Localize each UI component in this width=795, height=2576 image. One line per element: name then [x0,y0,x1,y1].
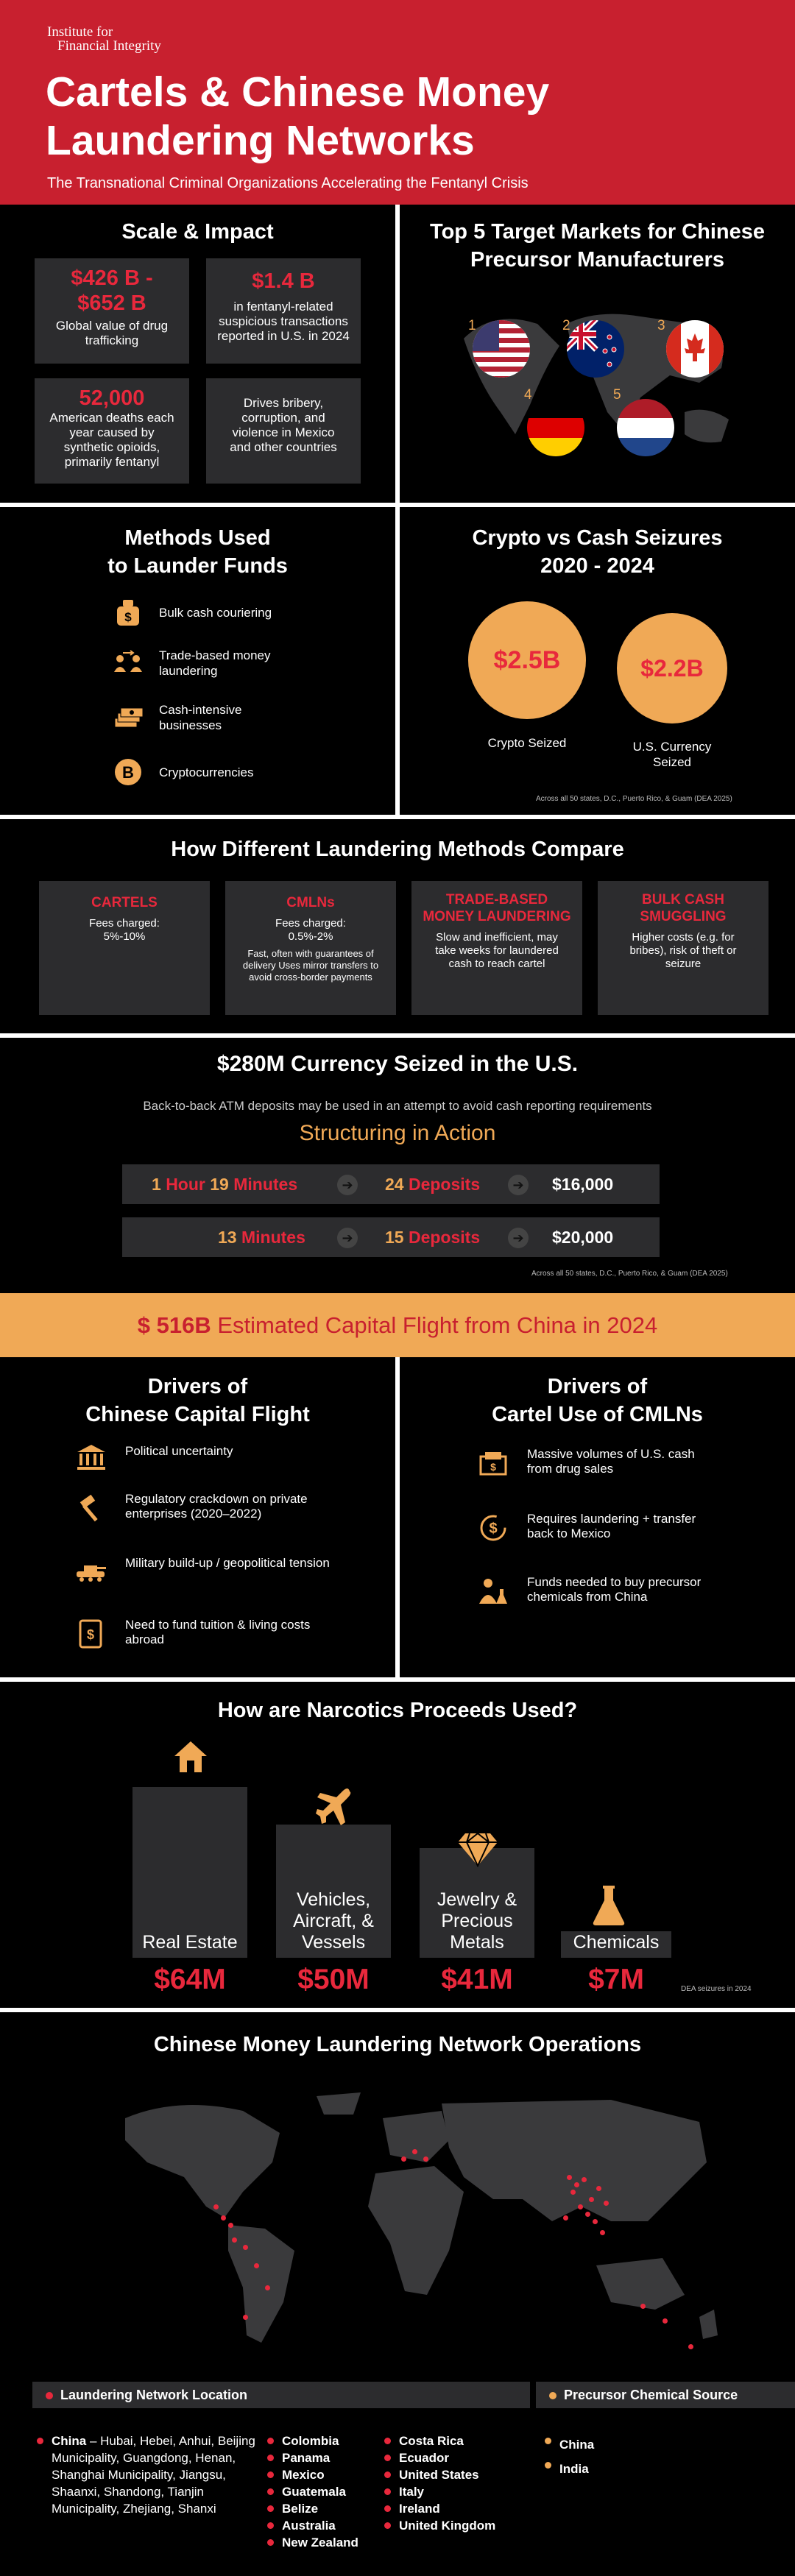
driver-label: Funds needed to buy precursor chemicals from China [527,1575,702,1604]
laundering-list-col3 [384,2432,495,2534]
driver-item [74,1618,339,1650]
location-dot [604,2201,609,2206]
method-label: Bulk cash couriering [159,605,272,620]
germany-flag-icon [526,397,586,458]
proceeds-value: $41M [441,1964,513,1995]
compare-name: CMLNs [286,895,335,910]
structuring-title: Structuring in Action [299,1121,496,1145]
svg-text:$: $ [124,610,132,624]
location-dot [600,2230,605,2235]
canada-flag-icon [665,319,725,379]
location-dot [213,2204,219,2209]
proceeds-value: $50M [297,1964,370,1995]
compare-title: How Different Laundering Methods Compare [171,838,624,861]
legend-precursor [536,2382,795,2408]
row-unit: Minutes [233,1175,298,1194]
scale-value: 52,000 [79,386,145,410]
driver-item [476,1447,718,1479]
driver-label: Regulatory crackdown on private enterprises (2020–2022) [125,1492,308,1521]
rank-4: 4 [524,387,532,403]
legend-laundering [32,2382,530,2408]
compare-name: CARTELS [91,895,158,910]
compare-name: TRADE-BASED MONEY LAUNDERING [423,892,571,924]
proceeds-title: How are Narcotics Proceeds Used? [217,1699,578,1722]
method-label: Cash-intensive businesses [159,703,242,732]
location-dot [589,2197,594,2202]
arrow-right-icon: ➔ [508,1228,529,1248]
scale-title: Scale & Impact [121,220,274,244]
location-dot [567,2175,572,2180]
rank-2: 2 [562,318,570,333]
divider [0,2008,795,2012]
government-building-icon [74,1441,109,1473]
capital-flight-band [0,1293,795,1357]
method-item [112,701,333,734]
location-dot [596,2186,601,2191]
proceeds-label: Chemicals [573,1932,660,1953]
cash-circle [617,613,727,723]
row-value: 15 [385,1228,404,1247]
crypto-label: Crypto Seized [487,736,567,750]
divider [0,1033,795,1038]
method-label: Trade-based money laundering [159,648,271,678]
scale-box-3 [35,378,189,484]
brand-line2: Financial Integrity [57,38,161,54]
driver-label: Political uncertainty [125,1444,233,1458]
money-bag-icon [112,596,144,629]
rank-5: 5 [613,387,621,403]
driver-label: Requires laundering + transfer back to Mexico [527,1512,696,1540]
cash-value: $2.2B [640,654,704,682]
list-item: Ireland [384,2500,495,2517]
tank-icon [74,1556,109,1588]
driver-label: Military build-up / geopolitical tension [125,1556,330,1570]
driver-item [74,1492,339,1524]
netherlands-flag-icon [615,397,676,458]
people-exchange-icon [112,647,144,679]
list-item: Australia [267,2517,358,2534]
compare-text: Fees charged: [89,917,160,930]
compare-text: Fast, often with guarantees of delivery Uses mirror transfers to avoid cross-border payments [242,948,379,983]
svg-text:B: B [122,763,134,782]
proceeds-value: $7M [588,1964,644,1995]
person-chemical-icon [476,1575,511,1607]
rank-1: 1 [468,318,476,333]
compare-box-bulk-cash [598,881,768,1015]
scale-text: American deaths each year caused by synthetic opioids, primarily fentanyl [49,411,174,469]
row-value: 24 [385,1175,404,1194]
location-dot [243,2315,248,2320]
markets-title: Top 5 Target Markets for Chinese Precursor Manufacturers [430,220,765,272]
list-item: India [545,2457,594,2481]
structuring-row-1 [122,1164,660,1204]
location-dot [221,2215,226,2221]
list-item [37,2432,258,2517]
list-item: Italy [384,2483,495,2500]
capital-flight-label: Estimated Capital Flight from China in 2024 [217,1312,658,1338]
compare-text: Slow and inefficient, may take weeks for laundered cash to reach cartel [435,931,559,970]
row-unit: Deposits [408,1228,481,1247]
list-item: Guatemala [267,2483,358,2500]
seizures-title: Crypto vs Cash Seizures 2020 - 2024 [472,526,723,578]
compare-box-tbml [411,881,582,1015]
scale-box-2 [206,258,361,364]
location-dot [423,2156,428,2162]
scale-value: $426 B - $652 B [71,266,153,315]
row-amount: $16,000 [552,1175,614,1194]
row-amount: $20,000 [552,1228,614,1247]
svg-text:$: $ [490,1461,496,1473]
structuring-row-2 [122,1217,660,1257]
method-item [112,647,333,679]
brand-line1: Institute for [47,24,113,40]
compare-box-cmlns [225,881,396,1015]
location-dot [563,2215,568,2221]
method-item [112,596,272,629]
method-label: Cryptocurrencies [159,765,254,779]
gold-dot-icon [549,2392,556,2399]
driver-label: Need to fund tuition & living costs abroad [125,1618,311,1646]
svg-text:$: $ [489,1521,498,1537]
arrow-right-icon: ➔ [337,1228,358,1248]
location-dot [585,2212,590,2217]
list-item: United Kingdom [384,2517,495,2534]
methods-title: Methods Used to Launder Funds [107,526,288,578]
divider [0,815,795,819]
row-unit: Deposits [408,1175,481,1194]
compare-text: Fees charged: [275,917,346,930]
proceeds-value: $64M [154,1964,226,1995]
bitcoin-icon [112,756,144,788]
hammer-icon [74,1492,109,1524]
proceeds-source: DEA seizures in 2024 [681,1985,752,1993]
compare-text: Higher costs (e.g. for bribes), risk of theft or seizure [629,931,737,970]
cash-label: U.S. Currency Seized [632,740,712,769]
list-item: Ecuador [384,2449,495,2466]
proceeds-label: Jewelry & Precious Metals [437,1889,517,1953]
list-item: Mexico [267,2466,358,2483]
location-dot [640,2304,646,2309]
row-value: 13 [218,1228,237,1247]
world-map [96,2081,743,2361]
page-subtitle: The Transnational Criminal Organizations Accelerating the Fentanyl Crisis [47,175,529,191]
location-dot [593,2219,598,2224]
list-item: United States [384,2466,495,2483]
location-dot [254,2263,259,2268]
location-dot [412,2149,417,2154]
house-icon [172,1738,209,1775]
location-dot [243,2245,248,2250]
scale-box-1 [35,258,189,364]
scale-text: Drives bribery, corruption, and violence in Mexico and other countries [230,396,337,454]
location-dot [228,2223,233,2228]
location-dot [265,2285,270,2290]
row-unit: Hour [166,1175,205,1194]
list-item: Costa Rica [384,2432,495,2449]
driver-label: Massive volumes of U.S. cash from drug sales [527,1447,695,1476]
list-item: Colombia [267,2432,358,2449]
red-dot-icon [46,2392,53,2399]
legend-label: Laundering Network Location [60,2388,248,2402]
header-banner [0,0,795,205]
list-item: New Zealand [267,2534,358,2551]
location-dot [688,2344,693,2349]
compare-box-cartels [39,881,210,1015]
location-dot [578,2204,583,2209]
currency-note: Back-to-back ATM deposits may be used in an attempt to avoid cash reporting requirements [143,1099,652,1113]
cash-stack-icon [112,701,144,734]
method-item [112,756,254,788]
laundering-list-china [37,2432,258,2517]
seizures-source: Across all 50 states, D.C., Puerto Rico, & Guam (DEA 2025) [536,795,732,803]
arrow-right-icon: ➔ [337,1175,358,1195]
crypto-circle [468,601,586,719]
drivers-cartel-title: Drivers of Cartel Use of CMLNs [492,1375,703,1426]
location-dot [662,2318,668,2324]
location-dot [401,2156,406,2162]
cash-box-icon [476,1447,511,1479]
dollar-cycle-icon [476,1512,511,1544]
list-item: Panama [267,2449,358,2466]
scale-box-4 [206,378,361,484]
drivers-china-title: Drivers of Chinese Capital Flight [85,1375,310,1426]
scale-text: in fentanyl-related suspicious transactions reported in U.S. in 2024 [217,300,350,343]
driver-item [74,1441,233,1473]
airplane-icon [313,1787,354,1828]
capital-flight-value: $ 516B [137,1312,211,1338]
row-value: 19 [210,1175,229,1194]
dollar-document-icon [74,1618,109,1650]
arrow-right-icon: ➔ [508,1175,529,1195]
precursor-list [545,2432,594,2481]
flask-icon [590,1884,627,1927]
list-item: China [545,2432,594,2457]
location-dot [574,2182,579,2187]
brand-logo [47,25,161,53]
location-dot [232,2237,237,2243]
driver-item [476,1512,718,1544]
divider [0,1677,795,1682]
country-name: China [52,2434,87,2448]
location-dot [582,2177,587,2182]
currency-title: $280M Currency Seized in the U.S. [216,1052,579,1076]
crypto-value: $2.5B [493,645,561,674]
driver-item [74,1556,339,1588]
location-dot [570,2190,576,2195]
new-zealand-flag-icon [565,319,626,379]
page-title: Cartels & Chinese Money Laundering Networks [46,68,550,164]
compare-name: BULK CASH SMUGGLING [640,892,727,924]
scale-value: $1.4 B [252,269,315,293]
row-unit: Minutes [241,1228,305,1247]
china-detail: – Hubai, Hebei, Anhui, Beijing Municipality, Guangdong, Henan, Shanghai Municipality, Jiangsu, Shaanxi, Shandong, Tianjin Municipality, Zhejiang, Shanxi [52,2434,255,2516]
network-title: Chinese Money Laundering Network Operations [153,2033,642,2056]
scale-text: Global value of drug trafficking [55,319,169,347]
currency-source: Across all 50 states, D.C., Puerto Rico, & Guam (DEA 2025) [531,1270,728,1278]
svg-text:$: $ [86,1627,95,1642]
legend-label: Precursor Chemical Source [564,2388,738,2402]
driver-item [476,1575,741,1607]
row-value: 1 [152,1175,161,1194]
us-flag-icon [471,319,531,379]
rank-3: 3 [657,318,665,333]
compare-text: 5%-10% [103,930,146,943]
proceeds-label: Real Estate [142,1932,238,1953]
compare-text: 0.5%-2% [288,930,333,943]
laundering-list-col2 [267,2432,358,2551]
list-item: Belize [267,2500,358,2517]
proceeds-label: Vehicles, Aircraft, & Vessels [293,1889,374,1953]
diamond-icon [456,1830,499,1867]
